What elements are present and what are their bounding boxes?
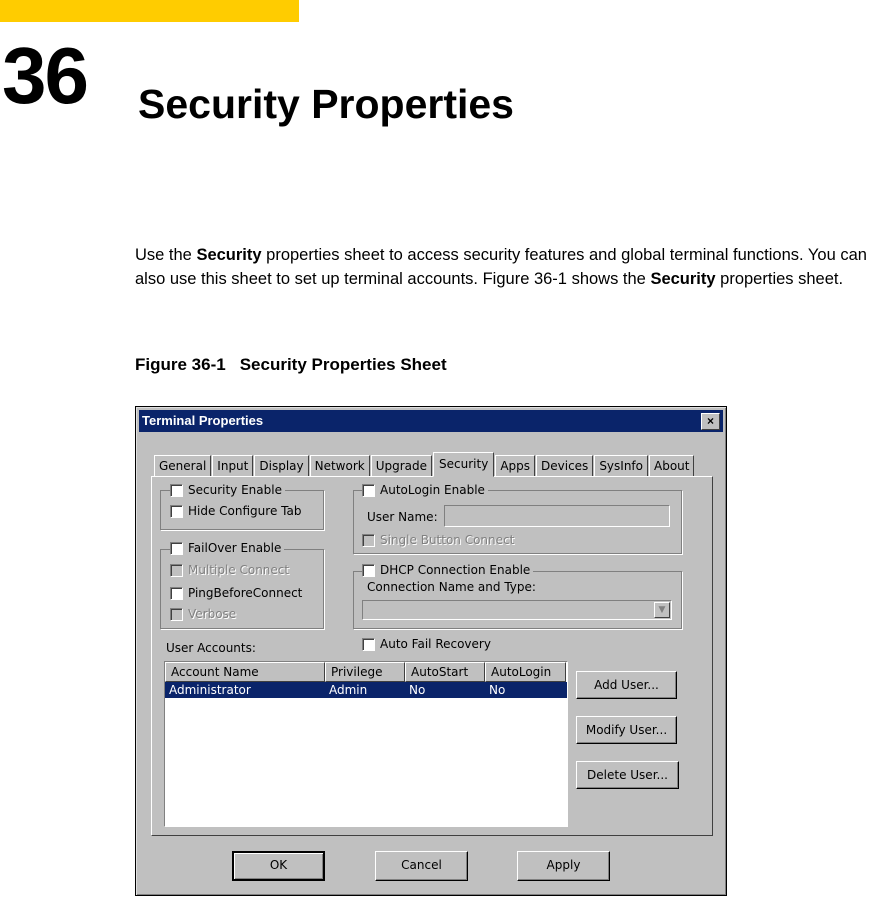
checkbox-box: [170, 587, 183, 600]
chevron-down-icon[interactable]: ▼: [654, 602, 670, 618]
multiple-connect-label: Multiple Connect: [188, 563, 290, 577]
cell-autologin: No: [489, 683, 506, 697]
auto-fail-recovery-checkbox[interactable]: [362, 637, 494, 651]
verbose-label: Verbose: [188, 607, 237, 621]
dialog-title: Terminal Properties: [142, 413, 264, 428]
user-accounts-list[interactable]: [164, 661, 568, 827]
dhcp-connection-enable-checkbox[interactable]: [362, 563, 533, 577]
cell-account-name: Administrator: [169, 683, 251, 697]
security-enable-label: Security Enable: [188, 483, 282, 497]
tab-upgrade[interactable]: Upgrade: [371, 455, 432, 477]
checkbox-box: [170, 564, 183, 577]
cell-privilege: Admin: [329, 683, 368, 697]
checkbox-box: [362, 638, 375, 651]
figure-title: Security Properties Sheet: [239, 355, 447, 374]
tab-security[interactable]: Security: [433, 452, 494, 477]
delete-user-button[interactable]: Delete User...: [576, 761, 679, 789]
tab-apps[interactable]: Apps: [495, 455, 535, 477]
failover-enable-label: FailOver Enable: [188, 541, 282, 555]
apply-button[interactable]: Apply: [517, 851, 610, 881]
autologin-enable-label: AutoLogin Enable: [380, 483, 485, 497]
column-autologin[interactable]: AutoLogin: [485, 662, 566, 682]
checkbox-box: [170, 505, 183, 518]
figure-caption: [135, 355, 447, 375]
security-enable-checkbox[interactable]: [170, 483, 285, 497]
ok-button[interactable]: OK: [232, 851, 325, 881]
checkbox-box: [170, 484, 183, 497]
tab-about[interactable]: About: [649, 455, 694, 477]
intro-text-3: properties sheet.: [715, 269, 844, 288]
multiple-connect-checkbox: [170, 563, 292, 577]
intro-text-2: properties sheet to access security features and global terminal functions. You can also use this sheet to set up terminal accounts. Figure 36-1 shows the: [135, 246, 867, 288]
dhcp-connection-enable-label: DHCP Connection Enable: [380, 563, 531, 577]
verbose-checkbox: [170, 607, 239, 621]
connection-name-type-label: Connection Name and Type:: [367, 580, 536, 594]
hide-configure-tab-label: Hide Configure Tab: [188, 504, 302, 518]
intro-bold-2: Security: [650, 269, 716, 288]
hide-configure-tab-checkbox[interactable]: [170, 504, 304, 518]
connection-name-type-combobox[interactable]: [362, 600, 672, 620]
intro-text-1: Use the: [135, 246, 197, 264]
single-button-connect-checkbox: [362, 533, 517, 547]
user-accounts-label: User Accounts:: [166, 641, 256, 655]
cancel-button[interactable]: Cancel: [375, 851, 468, 881]
checkbox-box: [170, 542, 183, 555]
intro-bold-1: Security: [196, 246, 262, 264]
single-button-connect-label: Single Button Connect: [380, 533, 515, 547]
checkbox-box: [362, 534, 375, 547]
table-row[interactable]: [165, 682, 567, 698]
checkbox-box: [362, 564, 375, 577]
autologin-enable-checkbox[interactable]: [362, 483, 488, 497]
chapter-title: Security Properties: [138, 81, 514, 127]
ping-before-connect-checkbox[interactable]: [170, 586, 305, 600]
tab-general[interactable]: General: [154, 455, 211, 477]
intro-paragraph: [135, 244, 880, 291]
tab-network[interactable]: Network: [310, 455, 370, 477]
close-button[interactable]: ×: [701, 413, 720, 430]
add-user-button[interactable]: Add User...: [576, 671, 677, 699]
chapter-accent-bar: [0, 0, 299, 22]
dialog-titlebar: [139, 410, 723, 432]
tab-sysinfo[interactable]: SysInfo: [594, 455, 648, 477]
column-privilege[interactable]: Privilege: [325, 662, 405, 682]
tab-strip: [154, 452, 695, 477]
ping-before-connect-label: PingBeforeConnect: [188, 586, 303, 600]
user-name-label: User Name:: [367, 510, 438, 524]
modify-user-button[interactable]: Modify User...: [576, 716, 677, 744]
column-account-name[interactable]: Account Name: [165, 662, 325, 682]
failover-enable-checkbox[interactable]: [170, 541, 284, 555]
user-name-input[interactable]: [444, 505, 670, 527]
column-autostart[interactable]: AutoStart: [405, 662, 485, 682]
checkbox-box: [170, 608, 183, 621]
chapter-number: 36: [2, 31, 87, 120]
list-header: [165, 662, 567, 682]
tab-devices[interactable]: Devices: [536, 455, 593, 477]
terminal-properties-dialog: [135, 406, 727, 896]
checkbox-box: [362, 484, 375, 497]
tab-display[interactable]: Display: [254, 455, 308, 477]
cell-autostart: No: [409, 683, 426, 697]
tab-input[interactable]: Input: [212, 455, 253, 477]
auto-fail-recovery-label: Auto Fail Recovery: [380, 637, 491, 651]
figure-number: Figure 36-1: [135, 355, 226, 374]
